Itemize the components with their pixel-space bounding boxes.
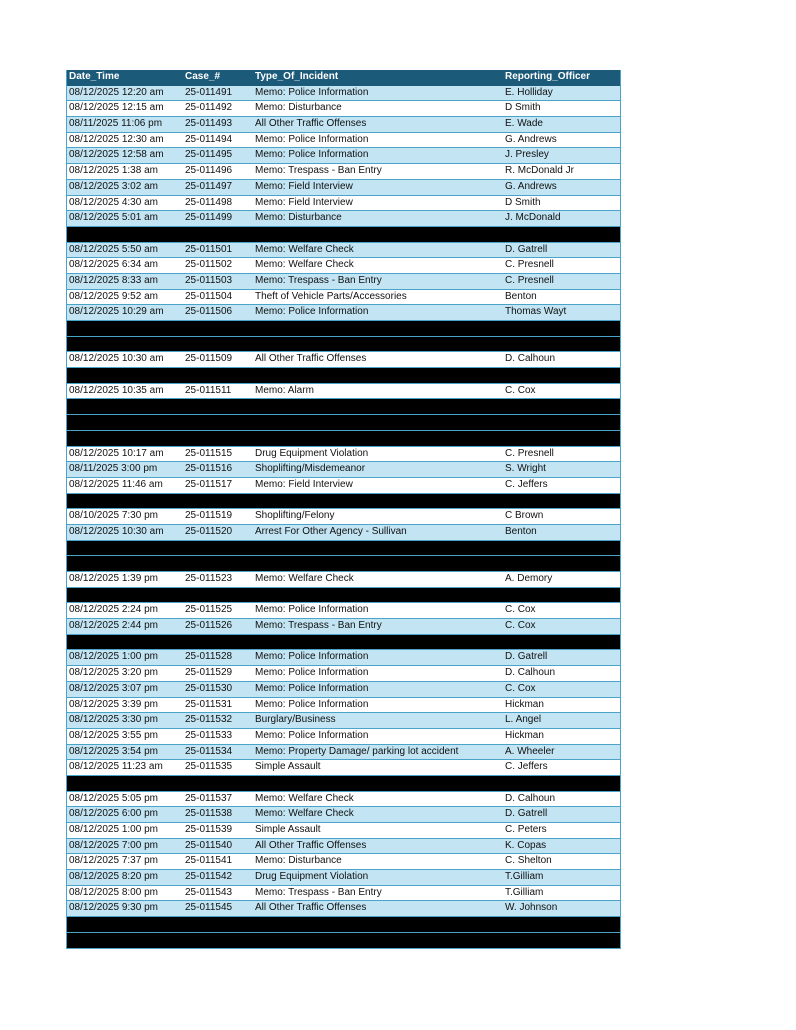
officer-cell: C. Presnell [505,447,554,459]
table-row [67,462,620,478]
officer-cell: C. Jeffers [505,761,548,773]
table-row [67,133,620,149]
date-time-cell: 08/11/2025 11:06 pm [69,118,163,130]
date-time-cell: 08/12/2025 1:38 am [69,165,158,177]
table-row [67,180,620,196]
table-row [67,478,620,494]
table-row [67,164,620,180]
officer-cell: K. Copas [505,839,547,851]
case-number-cell: 25-011540 [185,839,233,851]
incident-type-cell: Memo: Trespass - Ban Entry [255,620,382,632]
case-number-cell: 25-011511 [185,384,232,396]
officer-cell: D. Calhoun [505,792,556,804]
incident-type-cell: Memo: Police Information [255,306,369,318]
case-number-cell: 25-011515 [185,447,233,459]
date-time-cell: 08/11/2025 3:00 pm [69,463,158,475]
date-time-cell: 08/12/2025 10:35 am [69,384,164,396]
date-time-cell: 08/10/2025 7:30 pm [69,510,158,522]
incident-type-cell: Memo: Welfare Check [255,243,354,255]
date-time-cell: 08/12/2025 1:00 pm [69,824,158,835]
officer-cell: D. Gatrell [505,651,548,663]
officer-cell: C Brown [505,510,544,522]
case-number-cell: 25-011538 [185,808,233,820]
table-row [67,258,620,274]
date-time-cell: 08/12/2025 8:33 am [69,274,158,286]
table-row [67,713,620,729]
table-row [67,196,620,212]
incident-type-cell: Memo: Field Interview [255,180,353,192]
table-row [67,572,620,588]
officer-cell: D Smith [505,196,541,208]
incident-type-cell: Memo: Field Interview [255,478,353,490]
case-number-cell: 25-011543 [185,886,233,898]
table-row [67,384,620,400]
incident-type-cell: All Other Traffic Offenses [255,902,367,914]
officer-cell: C. Presnell [505,259,554,271]
case-number-cell: 25-011542 [185,871,233,883]
redacted-row [67,556,620,572]
officer-cell: Thomas Wayt [505,306,567,318]
officer-cell: W. Johnson [505,902,558,914]
redacted-row [67,776,620,792]
redacted-row [67,227,620,243]
redacted-row [67,415,620,431]
table-row [67,447,620,463]
officer-cell: R. McDonald Jr [505,165,574,177]
table-row [67,352,620,368]
incident-type-cell: Memo: Police Information [255,667,369,679]
header-reporting-officer: Reporting_Officer [505,71,591,82]
incident-type-cell: All Other Traffic Offenses [255,353,367,365]
case-number-cell: 25-011537 [185,792,233,804]
header-type-of-incident: Type_Of_Incident [255,71,339,82]
officer-cell: E. Wade [505,118,543,130]
date-time-cell: 08/12/2025 6:00 pm [69,808,158,820]
case-number-cell: 25-011523 [185,573,233,584]
incident-type-cell: Memo: Trespass - Ban Entry [255,886,382,898]
case-number-cell: 25-011501 [185,243,233,255]
officer-cell: C. Cox [505,682,536,694]
case-number-cell: 25-011493 [185,118,233,130]
date-time-cell: 08/12/2025 1:00 pm [69,651,158,663]
incident-type-cell: Memo: Trespass - Ban Entry [255,274,382,286]
table-row [67,682,620,698]
redacted-row [67,933,620,949]
officer-cell: S. Wright [505,463,546,475]
table-row [67,886,620,902]
case-number-cell: 25-011529 [185,667,233,679]
incident-type-cell: Memo: Disturbance [255,212,342,224]
case-number-cell: 25-011494 [185,133,233,145]
incident-type-cell: Memo: Field Interview [255,196,353,208]
case-number-cell: 25-011492 [185,102,233,114]
date-time-cell: 08/12/2025 9:52 am [69,290,158,302]
table-row [67,745,620,761]
table-row [67,760,620,776]
date-time-cell: 08/12/2025 3:39 pm [69,698,158,710]
table-row [67,792,620,808]
case-number-cell: 25-011509 [185,353,233,365]
redacted-row [67,321,620,337]
officer-cell: D. Gatrell [505,808,548,820]
table-row [67,807,620,823]
officer-cell: A. Wheeler [505,745,555,757]
incident-type-cell: All Other Traffic Offenses [255,118,367,130]
redacted-row [67,368,620,384]
date-time-cell: 08/12/2025 3:55 pm [69,729,158,741]
incident-type-cell: Memo: Alarm [255,384,314,396]
officer-cell: J. Presley [505,149,549,161]
case-number-cell: 25-011535 [185,761,233,773]
date-time-cell: 08/12/2025 3:54 pm [69,745,158,757]
date-time-cell: 08/12/2025 10:30 am [69,525,164,537]
officer-cell: J. McDonald [505,212,561,224]
case-number-cell: 25-011533 [185,729,233,741]
officer-cell: D. Calhoun [505,353,556,365]
case-number-cell: 25-011496 [185,165,233,177]
officer-cell: D. Calhoun [505,667,556,679]
officer-cell: C. Cox [505,604,536,616]
incident-type-cell: Memo: Police Information [255,698,369,710]
incident-type-cell: Shoplifting/Felony [255,510,335,522]
date-time-cell: 08/12/2025 3:02 am [69,180,158,192]
case-number-cell: 25-011534 [185,745,233,757]
incident-type-cell: Memo: Trespass - Ban Entry [255,165,382,177]
case-number-cell: 25-011530 [185,682,233,694]
date-time-cell: 08/12/2025 12:58 am [69,149,164,161]
case-number-cell: 25-011504 [185,290,233,302]
date-time-cell: 08/12/2025 7:37 pm [69,855,158,867]
officer-cell: C. Shelton [505,855,552,867]
case-number-cell: 25-011541 [185,855,233,867]
officer-cell: Benton [505,525,537,537]
table-row [67,525,620,541]
date-time-cell: 08/12/2025 12:15 am [69,102,164,114]
case-number-cell: 25-011520 [185,525,233,537]
date-time-cell: 08/12/2025 8:20 pm [69,871,158,883]
case-number-cell: 25-011499 [185,212,233,224]
incident-type-cell: Memo: Police Information [255,729,369,741]
case-number-cell: 25-011526 [185,620,233,632]
case-number-cell: 25-011531 [185,698,233,710]
incident-type-cell: Memo: Police Information [255,651,369,663]
table-row [67,101,620,117]
case-number-cell: 25-011516 [185,463,233,475]
officer-cell: Benton [505,290,537,302]
incident-type-cell: Memo: Disturbance [255,855,342,867]
table-row [67,666,620,682]
case-number-cell: 25-011506 [185,306,233,318]
date-time-cell: 08/12/2025 3:07 pm [69,682,158,694]
incident-type-cell: Memo: Police Information [255,604,369,616]
incident-type-cell: Drug Equipment Violation [255,447,369,459]
date-time-cell: 08/12/2025 3:30 pm [69,714,158,726]
date-time-cell: 08/12/2025 5:01 am [69,212,158,224]
table-row [67,619,620,635]
officer-cell: T.Gilliam [505,886,544,898]
incident-type-cell: All Other Traffic Offenses [255,839,367,851]
incident-type-cell: Memo: Police Information [255,133,369,145]
officer-cell: C. Cox [505,620,536,632]
incident-type-cell: Simple Assault [255,761,321,773]
table-header [67,70,620,86]
redacted-row [67,494,620,510]
date-time-cell: 08/12/2025 5:05 pm [69,792,158,804]
incident-type-cell: Memo: Police Information [255,149,369,161]
incident-type-cell: Memo: Welfare Check [255,808,354,820]
redacted-row [67,399,620,415]
incident-type-cell: Memo: Welfare Check [255,573,354,584]
case-number-cell: 25-011539 [185,824,233,835]
redacted-row [67,541,620,557]
case-number-cell: 25-011545 [185,902,233,914]
date-time-cell: 08/12/2025 8:00 pm [69,886,158,898]
redacted-row [67,431,620,447]
date-time-cell: 08/12/2025 5:50 am [69,243,158,255]
incident-type-cell: Shoplifting/Misdemeanor [255,463,366,475]
case-number-cell: 25-011532 [185,714,233,726]
officer-cell: D. Gatrell [505,243,548,255]
date-time-cell: 08/12/2025 2:24 pm [69,604,158,616]
table-row [67,839,620,855]
table-row [67,86,620,102]
case-number-cell: 25-011525 [185,604,233,616]
officer-cell: Hickman [505,729,544,741]
officer-cell: C. Presnell [505,274,554,286]
incident-type-cell: Burglary/Business [255,714,336,726]
case-number-cell: 25-011528 [185,651,233,663]
table-row [67,211,620,227]
case-number-cell: 25-011519 [185,510,233,522]
case-number-cell: 25-011495 [185,149,233,161]
table-row [67,274,620,290]
incident-type-cell: Memo: Property Damage/ parking lot accident [255,745,459,757]
date-time-cell: 08/12/2025 6:34 am [69,259,158,271]
incident-type-cell: Memo: Welfare Check [255,259,354,271]
table-row [67,603,620,619]
incident-type-cell: Simple Assault [255,824,321,835]
table-body [67,86,620,949]
officer-cell: D Smith [505,102,541,114]
date-time-cell: 08/12/2025 2:44 pm [69,620,158,632]
table-row [67,729,620,745]
incident-log-table [66,70,621,949]
incident-type-cell: Memo: Police Information [255,682,369,694]
redacted-row [67,635,620,651]
date-time-cell: 08/12/2025 12:20 am [69,86,164,98]
date-time-cell: 08/12/2025 10:29 am [69,306,164,318]
officer-cell: L. Angel [505,714,542,726]
date-time-cell: 08/12/2025 9:30 pm [69,902,158,914]
date-time-cell: 08/12/2025 11:46 am [69,478,163,490]
table-row [67,901,620,917]
case-number-cell: 25-011517 [185,478,233,490]
header-case-number: Case_# [185,71,221,82]
date-time-cell: 08/12/2025 11:23 am [69,761,163,773]
incident-type-cell: Memo: Welfare Check [255,792,354,804]
officer-cell: C. Peters [505,824,547,835]
incident-type-cell: Memo: Police Information [255,86,369,98]
officer-cell: Hickman [505,698,544,710]
case-number-cell: 25-011498 [185,196,233,208]
date-time-cell: 08/12/2025 7:00 pm [69,839,158,851]
table-row [67,509,620,525]
incident-type-cell: Memo: Disturbance [255,102,342,114]
table-row [67,305,620,321]
officer-cell: E. Holliday [505,86,553,98]
officer-cell: T.Gilliam [505,871,544,883]
table-row [67,870,620,886]
table-row [67,243,620,259]
table-row [67,823,620,839]
date-time-cell: 08/12/2025 1:39 pm [69,573,158,584]
officer-cell: A. Demory [505,573,553,584]
case-number-cell: 25-011491 [185,86,233,98]
redacted-row [67,588,620,604]
header-date-time: Date_Time [69,71,120,82]
table-row [67,854,620,870]
date-time-cell: 08/12/2025 4:30 am [69,196,158,208]
table-row [67,290,620,306]
officer-cell: C. Cox [505,384,536,396]
table-row [67,698,620,714]
incident-type-cell: Drug Equipment Violation [255,871,369,883]
table-row [67,650,620,666]
officer-cell: G. Andrews [505,133,557,145]
officer-cell: G. Andrews [505,180,557,192]
case-number-cell: 25-011497 [185,180,233,192]
incident-type-cell: Theft of Vehicle Parts/Accessories [255,290,407,302]
date-time-cell: 08/12/2025 3:20 pm [69,667,158,679]
redacted-row [67,917,620,933]
table-row [67,117,620,133]
redacted-row [67,337,620,353]
case-number-cell: 25-011503 [185,274,233,286]
table-row [67,148,620,164]
incident-type-cell: Arrest For Other Agency - Sullivan [255,525,407,537]
date-time-cell: 08/12/2025 10:30 am [69,353,164,365]
case-number-cell: 25-011502 [185,259,233,271]
date-time-cell: 08/12/2025 12:30 am [69,133,164,145]
date-time-cell: 08/12/2025 10:17 am [69,447,164,459]
officer-cell: C. Jeffers [505,478,548,490]
